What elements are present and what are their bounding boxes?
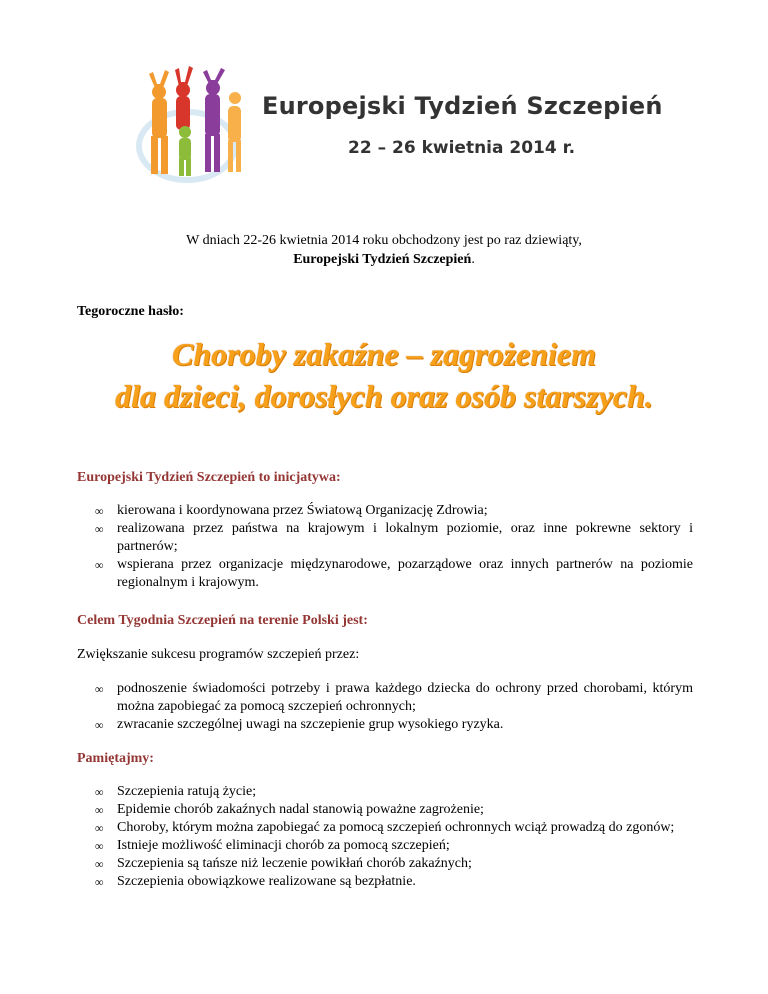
- bullet-icon: ∞: [95, 522, 104, 536]
- bullet-icon: ∞: [95, 718, 104, 732]
- slogan-line-1: Choroby zakaźne – zagrożeniem: [171, 336, 597, 372]
- bullet-icon: ∞: [95, 839, 104, 853]
- goal-lead: Zwiększanie sukcesu programów szczepień przez:: [77, 647, 360, 662]
- bullet-icon: ∞: [95, 558, 104, 572]
- remember-list: [77, 783, 693, 891]
- initiative-list: [77, 502, 693, 592]
- vaccination-week-logo: [135, 66, 253, 186]
- list-item-text: realizowana przez państwa na krajowym i lokalnym poziomie, oraz inne pokrewne sektory i partnerów;: [117, 521, 693, 554]
- list-item: [77, 783, 693, 801]
- bullet-icon: ∞: [95, 682, 104, 696]
- list-item: [77, 837, 693, 855]
- event-name-period: .: [471, 252, 475, 267]
- motto-label: Tegoroczne hasło:: [77, 304, 184, 319]
- list-item: [77, 680, 693, 716]
- list-item-text: podnoszenie świadomości potrzeby i prawa każdego dziecka do ochrony przed chorobami, którym można zapobiegać za pomocą szczepień ochronnych;: [117, 681, 693, 714]
- list-item-text: Szczepienia ratują życie;: [117, 784, 257, 799]
- list-item-text: kierowana i koordynowana przez Światową Organizację Zdrowia;: [117, 503, 488, 518]
- intro-event-name: [0, 251, 768, 269]
- list-item: [77, 716, 693, 734]
- list-item-text: zwracanie szczególnej uwagi na szczepienie grup wysokiego ryzyka.: [117, 717, 504, 732]
- list-item: [77, 855, 693, 873]
- bullet-icon: ∞: [95, 504, 104, 518]
- list-item-text: wspierana przez organizacje międzynarodowe, pozarządowe oraz innych partnerów na poziomie regionalnym i krajowym.: [117, 557, 693, 590]
- list-item: [77, 556, 693, 592]
- section-heading-goal: Celem Tygodnia Szczepień na terenie Polski jest:: [77, 613, 368, 628]
- list-item-text: Choroby, którym można zapobiegać za pomocą szczepień ochronnych wciąż prowadzą do zgonów;: [117, 820, 675, 835]
- banner-title: Europejski Tydzień Szczepień: [262, 92, 663, 120]
- banner-date: 22 – 26 kwietnia 2014 r.: [348, 138, 576, 158]
- list-item: [77, 819, 693, 837]
- list-item-text: Szczepienia są tańsze niż leczenie powikłań chorób zakaźnych;: [117, 856, 472, 871]
- event-name-text: Europejski Tydzień Szczepień: [293, 252, 472, 267]
- list-item: [77, 873, 693, 891]
- intro-line: W dniach 22-26 kwietnia 2014 roku obchodzony jest po raz dziewiąty,: [186, 233, 582, 248]
- list-item-text: Istnieje możliwość eliminacji chorób za pomocą szczepień;: [117, 838, 450, 853]
- bullet-icon: ∞: [95, 803, 104, 817]
- goal-list: [77, 680, 693, 734]
- bullet-icon: ∞: [95, 821, 104, 835]
- list-item: [77, 520, 693, 556]
- section-heading-remember: Pamiętajmy:: [77, 751, 154, 766]
- list-item: [77, 502, 693, 520]
- bullet-icon: ∞: [95, 857, 104, 871]
- list-item-text: Epidemie chorób zakaźnych nadal stanowią poważne zagrożenie;: [117, 802, 484, 817]
- section-heading-initiative: Europejski Tydzień Szczepień to inicjatywa:: [77, 470, 341, 485]
- bullet-icon: ∞: [95, 875, 104, 889]
- slogan-line-2: dla dzieci, dorosłych oraz osób starszych.: [115, 378, 653, 414]
- list-item-text: Szczepienia obowiązkowe realizowane są bezpłatnie.: [117, 874, 416, 889]
- list-item: [77, 801, 693, 819]
- bullet-icon: ∞: [95, 785, 104, 799]
